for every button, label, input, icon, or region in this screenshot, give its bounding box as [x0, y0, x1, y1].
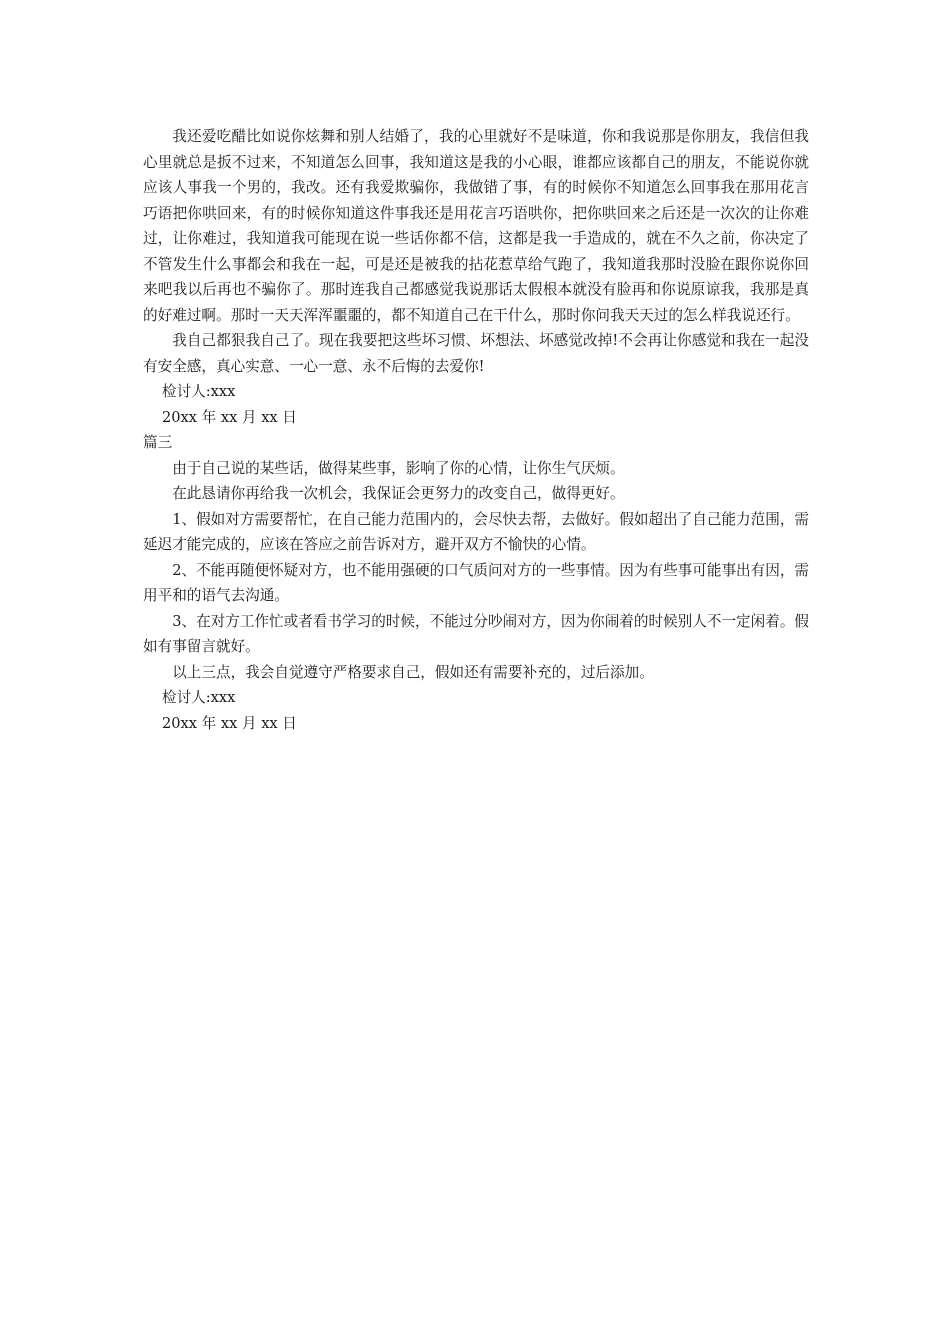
signature-line-1: 检讨人:xxx [161, 383, 236, 400]
paragraph-point-2: 2、不能再随便怀疑对方，也不能用强硬的口气质问对方的一些事情。因为有些事可能事出有因，需用平和的语气去沟通。 [143, 561, 810, 604]
date-line-2: 20xx 年 xx 月 xx 日 [161, 714, 297, 732]
paragraph-apology-1: 我还爱吃醋比如说你炫舞和别人结婚了，我的心里就好不是味道，你和我说那是你朋友，我信但我心里就总是扳不过来，不知道怎么回事，我知道这是我的小心眼，谁都应该都自己的朋友，不能说你就应该人事我一个男的，我改。还有我爱欺骗你，我做错了事，有的时候你不知道怎么回事我在那用花言巧语把你哄回来，有的时候你知道这件事我还是用花言巧语哄你，把你哄回来之后还是一次次的让你难过，让你难过，我知道我可能现在说一些话你都不信，这都是我一手造成的，就在不久之前，你决定了不管发生什么事都会和我在一起，可是还是被我的拈花惹草给气跑了，我知道我那时没脸在跟你说你回来吧我以后再也不骗你了。那时连我自己都感觉我说那话太假根本就没有脸再和你说原谅我，我那是真的好难过啊。那时一天天浑浑噩噩的，都不知道自己在干什么，那时你问我天天过的怎么样我说还行。 [143, 128, 809, 324]
signature-line-2: 检讨人:xxx [161, 689, 236, 706]
paragraph-apology-2: 我自己都狠我自己了。现在我要把这些坏习惯、坏想法、坏感觉改掉!不会再让你感觉和我在一起没有安全感，真心实意、一心一意、永不后悔的去爱你! [143, 332, 809, 375]
paragraph-closing: 以上三点，我会自觉遵守严格要求自己，假如还有需要补充的，过后添加。 [172, 663, 654, 681]
paragraph-intro-1: 由于自己说的某些话，做得某些事，影响了你的心情，让你生气厌烦。 [172, 459, 625, 477]
paragraph-intro-2: 在此恳请你再给我一次机会，我保证会更努力的改变自己，做得更好。 [172, 485, 625, 502]
section-heading: 篇三 [143, 434, 173, 451]
paragraph-point-3: 3、在对方工作忙或者看书学习的时候，不能过分吵闹对方，因为你闹着的时候别人不一定闲着。假如有事留言就好。 [143, 612, 810, 655]
document-body [143, 124, 809, 736]
date-line-1: 20xx 年 xx 月 xx 日 [161, 408, 297, 426]
paragraph-point-1: 1、假如对方需要帮忙，在自己能力范围内的，会尽快去帮，去做好。假如超出了自己能力范围，需延迟才能完成的，应该在答应之前告诉对方，避开双方不愉快的心情。 [143, 510, 810, 553]
